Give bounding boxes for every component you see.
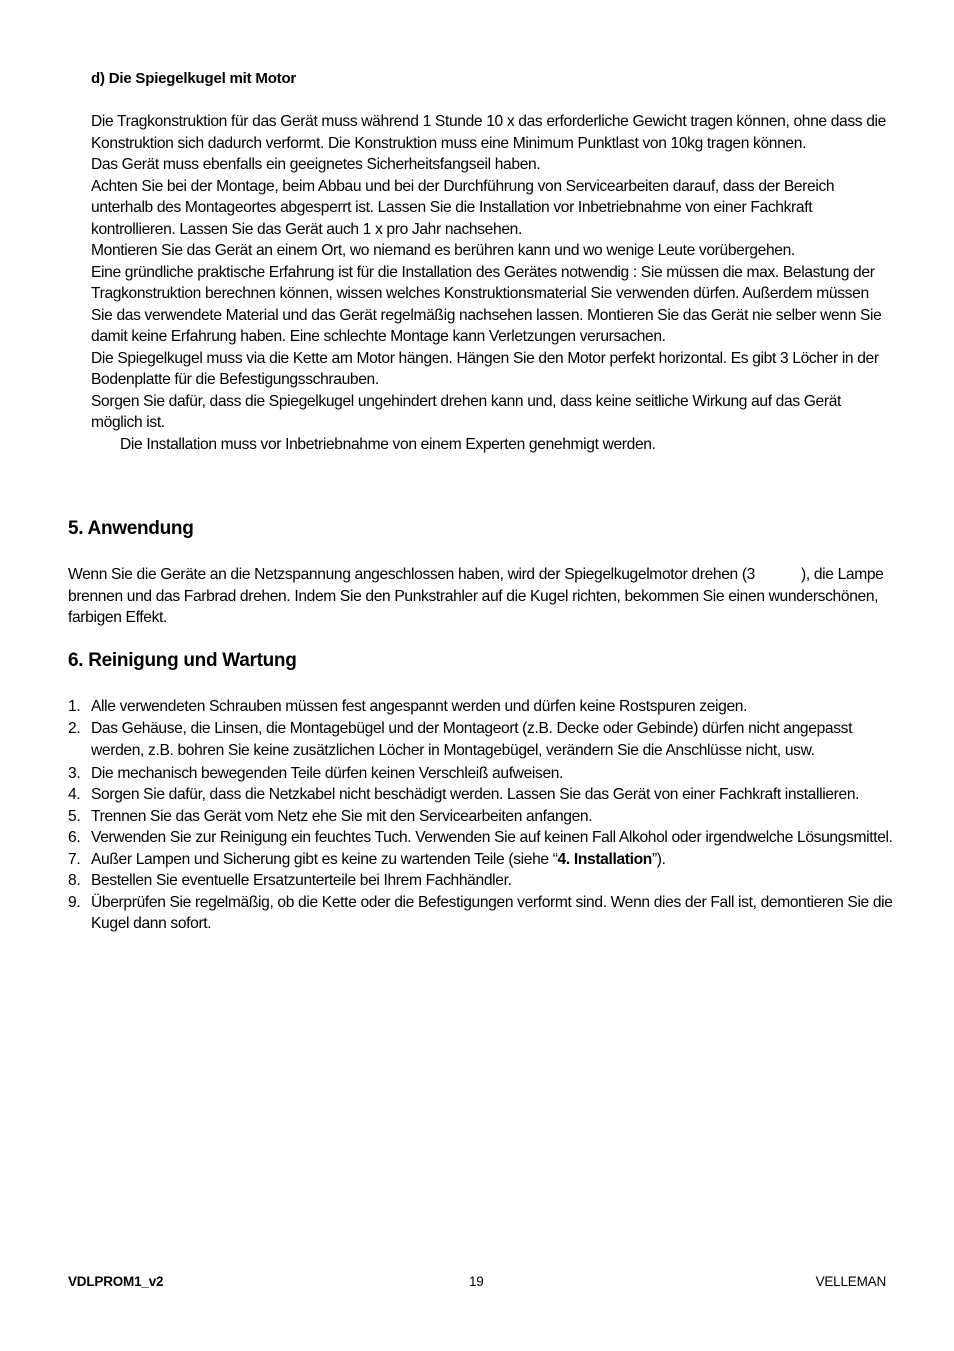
list-item [68, 718, 893, 763]
list-text: Sorgen Sie dafür, dass die Netzkabel nicht beschädigt werden. Lassen Sie das Gerät von einer Fachkraft installieren. [91, 786, 860, 803]
list-text: Bestellen Sie eventuelle Ersatzunterteile bei Ihrem Fachhändler. [91, 872, 512, 889]
list-item [68, 784, 893, 806]
paragraph: Achten Sie bei der Montage, beim Abbau und bei der Durchführung von Servicearbeiten darauf, dass der Bereich unterhalb des Montageortes abgesperrt ist. Lassen Sie die Installation vor Inbetriebnahme von einer Fachkraft kontrollieren. Lassen Sie das Gerät auch 1 x pro Jahr nachsehen. [91, 177, 835, 238]
footer-brand: VELLEMAN [815, 1274, 886, 1289]
list-text: Verwenden Sie zur Reinigung ein feuchtes Tuch. Verwenden Sie auf keinen Fall Alkohol oder irgendwelche Lösungsmittel. [91, 829, 893, 846]
list-text: Außer Lampen und Sicherung gibt es keine zu wartenden Teile (siehe “ [91, 850, 558, 868]
list-number: 2. [68, 719, 81, 737]
section-anwendung-text [68, 564, 893, 629]
list-number: 1. [68, 698, 81, 715]
maintenance-list [68, 696, 893, 935]
list-number: 9. [68, 893, 81, 911]
paragraph: Die Tragkonstruktion für das Gerät muss während 1 Stunde 10 x das erforderliche Gewicht tragen können, ohne dass die Konstruktion sich dadurch verformt. Die Konstruktion muss eine Minimum Punktlast von 10kg tragen können. [91, 113, 886, 152]
text-segment: Wenn Sie die Geräte an die Netzspannung angeschlossen haben, wird der Spiegelkugelmotor drehen (3 [68, 566, 756, 583]
list-text: Überprüfen Sie regelmäßig, ob die Kette oder die Befestigungen verformt sind. Wenn dies der Fall ist, demontieren Sie die Kugel dann sofort. [91, 893, 893, 932]
list-text: Trennen Sie das Gerät vom Netz ehe Sie mit den Servicearbeiten anfangen. [91, 807, 593, 825]
subsection-title: d) Die Spiegelkugel mit Motor [91, 70, 297, 87]
paragraph: Die Spiegelkugel muss via die Kette am Motor hängen. Hängen Sie den Motor perfekt horizontal. Es gibt 3 Löcher in der Bodenplatte für die Befestigungsschrauben. [91, 349, 879, 388]
list-number: 6. [68, 829, 81, 846]
list-item [68, 806, 893, 828]
list-number: 5. [68, 807, 81, 825]
list-text: Alle verwendeten Schrauben müssen fest angespannt werden und dürfen keine Rostspuren zeigen. [91, 698, 748, 715]
list-text: Das Gehäuse, die Linsen, die Montagebügel und der Montageort (z.B. Decke oder Gebinde) dürfen nicht angepasst werden, z.B. bohren Sie keine zusätzlichen Löcher in Montagebügel, verändern Sie die Anschlüsse nicht, usw. [91, 719, 853, 759]
list-text: ”). [651, 850, 666, 868]
list-item [68, 892, 893, 935]
section-heading-reinigung: 6. Reinigung und Wartung [68, 650, 297, 671]
paragraph: Eine gründliche praktische Erfahrung ist für die Installation des Gerätes notwendig : Sie müssen die max. Belastung der Tragkonstruktion berechnen können, wissen welches Konstruktionsmaterial Sie verwenden dürfen. Außerdem müssen Sie das verwendete Material und das Gerät regelmäßig nachsehen lassen. Montieren Sie das Gerät nie selber wenn Sie damit keine Erfahrung haben. Eine schlechte Montage kann Verletzungen verursachen. [91, 263, 882, 345]
list-number: 7. [68, 850, 81, 868]
footer-model: VDLPROM1_v2 [68, 1274, 164, 1289]
paragraph: Die Installation muss vor Inbetriebnahme von einem Experten genehmigt werden. [120, 435, 656, 453]
section-heading-anwendung: 5. Anwendung [68, 518, 194, 539]
list-text: Die mechanisch bewegenden Teile dürfen keinen Verschleiß aufweisen. [91, 764, 564, 782]
text-segment: ), die Lampe brennen und das Farbrad drehen. Indem Sie den Punkstrahler auf die Kugel richten, bekommen Sie einen wunderschönen, farbigen Effekt. [68, 566, 884, 626]
list-item [68, 763, 893, 785]
subsection-body [91, 111, 891, 455]
list-item [68, 849, 893, 871]
list-number: 3. [68, 764, 81, 782]
list-item [68, 870, 893, 892]
footer-page-number: 19 [469, 1274, 484, 1289]
paragraph: Sorgen Sie dafür, dass die Spiegelkugel ungehindert drehen kann und, dass keine seitliche Wirkung auf das Gerät möglich ist. [91, 392, 842, 431]
paragraph: Das Gerät muss ebenfalls ein geeignetes Sicherheitsfangseil haben. [91, 156, 541, 173]
list-number: 4. [68, 786, 81, 803]
list-item [68, 827, 893, 849]
cross-reference: 4. Installation [557, 850, 652, 868]
list-item [68, 696, 893, 718]
list-number: 8. [68, 872, 81, 889]
paragraph: Montieren Sie das Gerät an einem Ort, wo niemand es berühren kann und wo wenige Leute vorübergehen. [91, 242, 795, 259]
